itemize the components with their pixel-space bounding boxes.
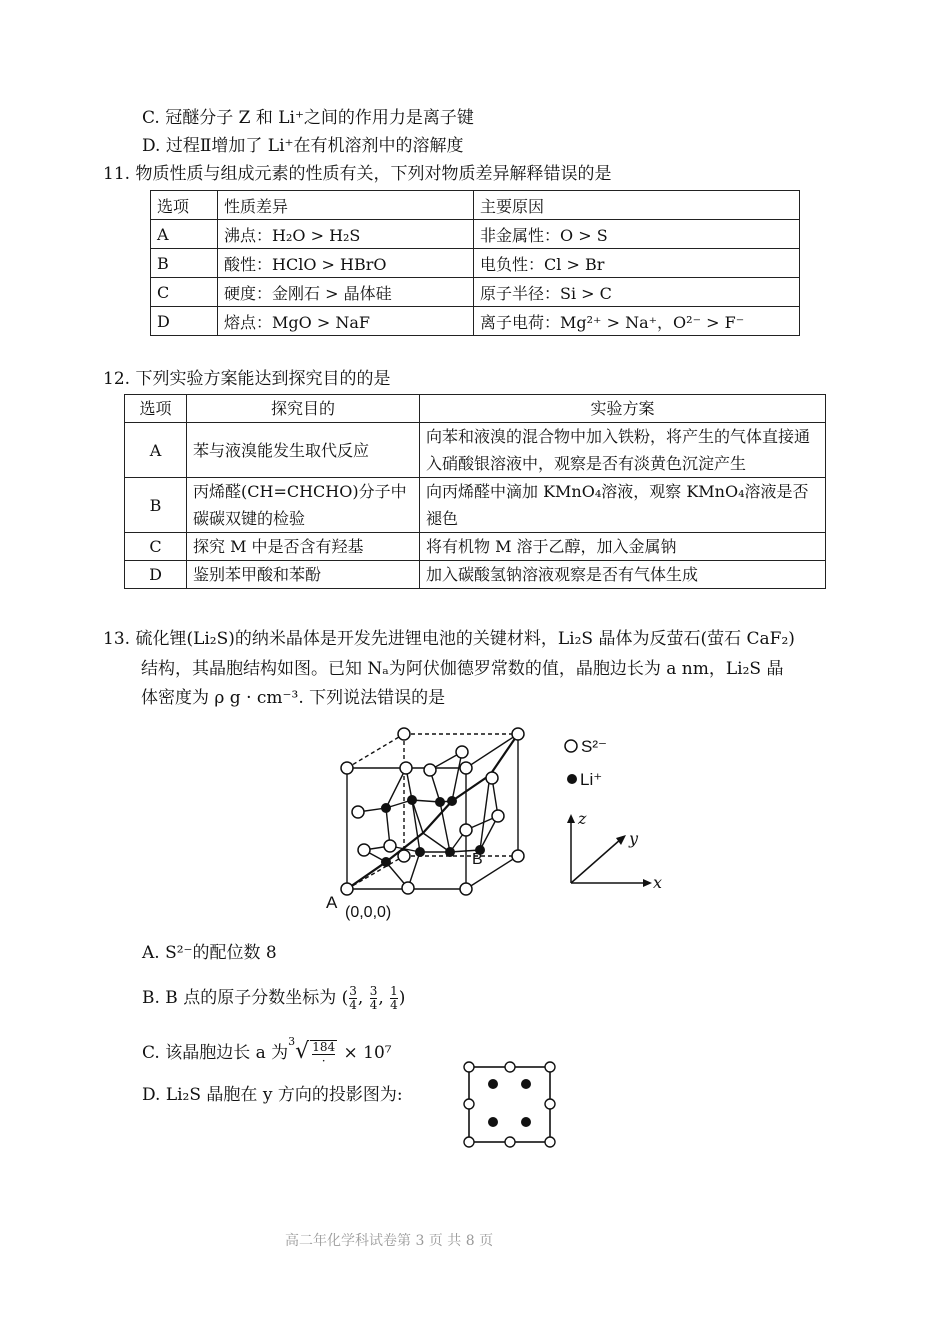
radical-sign: √ [295,1039,310,1064]
s-ion-circle [545,1099,555,1109]
y-axis-label: y [629,829,639,848]
s-ion-circle [398,728,410,740]
table-row [151,220,800,249]
q13-stem-line-2: 结构，其晶胞结构如图。已知 Nₐ为阿伏伽德罗常数的值，晶胞边长为 a nm，Li₂S 晶 [141,659,784,679]
li-ion-dot [488,1079,498,1089]
point-a-coordinate: (0,0,0) [345,904,392,921]
s-ion-circle [464,1062,474,1072]
fraction: $\frac{1}{4}$ [390,984,398,1012]
li-ion-dot [435,797,445,807]
table-row [125,561,826,589]
s-ion-circle [505,1062,515,1072]
table-cell: 离子电荷：Mg²⁺ > Na⁺，O²⁻ > F⁻ [474,307,800,336]
table-row [151,278,800,307]
q12-stem: 12. 下列实验方案能达到探究目的的是 [103,369,391,389]
s-ion-circle [456,746,468,758]
table-cell: D [125,561,187,589]
table-header-cell: 主要原因 [474,191,800,220]
z-axis-label: z [578,809,587,828]
table-header-cell: 探究目的 [187,395,420,423]
table-header-cell: 性质差异 [218,191,474,220]
q13-stem-line-3: 体密度为 ρ g · cm⁻³. 下列说法错误的是 [141,688,446,708]
s-ion-circle [341,762,353,774]
s-ion-circle [358,844,370,856]
table-cell: 加入碳酸氢钠溶液观察是否有气体生成 [420,561,826,589]
crystal-cell-figure [320,720,680,930]
table-cell: D [151,307,218,336]
s-ion-circle [402,882,414,894]
table-header-row [151,191,800,220]
li-ion-dot [447,796,457,806]
root-index: 3 [288,1035,296,1049]
projection-diagram [460,1060,560,1150]
q13-option-b: B. B 点的原子分数坐标为 ( $\frac{3}{4}$ , $\frac{3}{4}$ , $\frac{1}{4}$ ) [142,984,406,1012]
li-ion-dot [445,847,455,857]
table-cell: C [151,278,218,307]
s-ion-circle [384,840,396,852]
li-ion-dot [415,847,425,857]
table-cell: 向丙烯醛中滴加 KMnO₄溶液，观察 KMnO₄溶液是否褪色 [420,478,826,533]
s-ion-circle [460,824,472,836]
table-cell: 熔点：MgO > NaF [218,307,474,336]
table-cell: 非金属性：O > S [474,220,800,249]
s-ion-circle [545,1137,555,1147]
table-row [125,478,826,533]
q10-option-d: D. 过程Ⅱ增加了 Li⁺在有机溶剂中的溶解度 [142,136,464,156]
q13-option-b-text: B. B 点的原子分数坐标为 ( [142,988,349,1008]
table-row [151,249,800,278]
table-cell: 电负性：Cl > Br [474,249,800,278]
q13-option-c-text: C. 该晶胞边长 a 为 [142,1043,289,1063]
point-b-label: B [472,851,483,868]
s-ion-circle [424,764,436,776]
table-cell: 苯与液溴能发生取代反应 [187,423,420,478]
s-ion-circle [512,850,524,862]
table-header-cell: 实验方案 [420,395,826,423]
s-ion-circle [505,1137,515,1147]
li-ion-dot [381,803,391,813]
point-a-label: A [326,893,338,912]
s-ion-circle [492,810,504,822]
table-cell: 原子半径：Si > C [474,278,800,307]
table-row [151,307,800,336]
s-ion-circle [400,762,412,774]
q10-option-c: C. 冠醚分子 Z 和 Li⁺之间的作用力是离子键 [142,108,474,128]
s-ion-circle [398,850,410,862]
table-header-cell: 选项 [151,191,218,220]
s-ion-circle [512,728,524,740]
li-ion-legend-symbol [567,774,577,784]
q13-stem-line-1: 13. 硫化锂(Li₂S)的纳米晶体是开发先进锂电池的关键材料，Li₂S 晶体为反萤石(萤石 CaF₂) [103,629,795,649]
table-cell: C [125,533,187,561]
s-ion-circle [464,1137,474,1147]
q11-stem: 11. 物质性质与组成元素的性质有关，下列对物质差异解释错误的是 [103,164,612,184]
li-ion-dot [381,857,391,867]
s-ion-circle [352,806,364,818]
s-ion-circle [460,762,472,774]
q11-table [150,190,800,336]
table-cell: 将有机物 M 溶于乙醇，加入金属钠 [420,533,826,561]
table-cell: 丙烯醛(CH=CHCHO)分子中碳碳双键的检验 [187,478,420,533]
s-ion-circle [486,772,498,784]
x-axis-label: x [653,873,663,892]
li-ion-dot [521,1117,531,1127]
table-cell: B [125,478,187,533]
fraction: $\frac{3}{4}$ [369,984,378,1012]
s-ion-circle [460,883,472,895]
q12-table [124,394,826,589]
s-ion-legend-symbol [565,740,577,752]
li-ion-dot [488,1117,498,1127]
li-ion-dot [521,1079,531,1089]
li-ion-legend-label: Li⁺ [580,770,603,789]
table-cell: 向苯和液溴的混合物中加入铁粉，将产生的气体直接通入硝酸银溶液中，观察是否有淡黄色沉淀产生 [420,423,826,478]
s-ion-circle [545,1062,555,1072]
q13-option-c: C. 该晶胞边长 a 为$^3$√ $\frac{184}{\cdot}$ × 10⁷ [142,1035,392,1068]
table-cell: A [151,220,218,249]
table-cell: 鉴别苯甲酸和苯酚 [187,561,420,589]
table-row [125,533,826,561]
y-axis-arrow [571,839,621,883]
s-ion-circle [464,1099,474,1109]
page-footer: 高二年化学科试卷第 3 页 共 8 页 [285,1233,494,1249]
table-cell: 沸点：H₂O > H₂S [218,220,474,249]
table-cell: 酸性：HClO > HBrO [218,249,474,278]
q13-option-d: D. Li₂S 晶胞在 y 方向的投影图为: [142,1085,403,1105]
table-header-row [125,395,826,423]
table-cell: A [125,423,187,478]
table-header-cell: 选项 [125,395,187,423]
table-cell: 探究 M 中是否含有羟基 [187,533,420,561]
s-ion-legend-label: S²⁻ [581,737,607,756]
li-ion-dot [407,795,417,805]
q13-option-a: A. S²⁻的配位数 8 [142,943,277,963]
table-row [125,423,826,478]
fraction: $\frac{3}{4}$ [349,984,357,1012]
table-cell: 硬度：金刚石 > 晶体硅 [218,278,474,307]
radicand-fraction: $\frac{184}{\cdot}$ [312,1039,336,1068]
s-ion-circle [341,883,353,895]
table-cell: B [151,249,218,278]
